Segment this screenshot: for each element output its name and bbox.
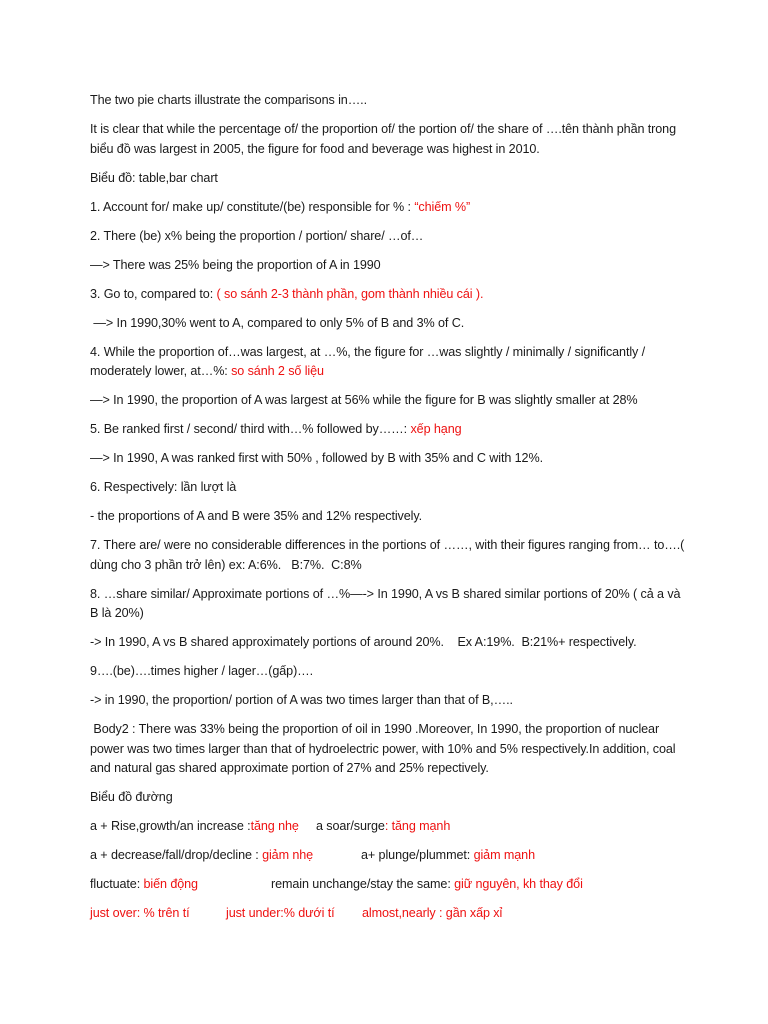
document-page	[90, 91, 690, 933]
vocab-plunge-cell	[361, 846, 535, 866]
item-1-note: “chiếm %”	[414, 199, 471, 214]
vocab-row-decrease	[90, 846, 690, 866]
item-1-text: 1. Account for/ make up/ constitute/(be) responsible for % :	[90, 199, 415, 214]
item-3-note: ( so sánh 2-3 thành phần, gom thành nhiều cái ).	[216, 286, 484, 301]
item-1	[90, 198, 690, 218]
vocab-almost-nearly: almost,nearly : gần xấp xỉ	[362, 906, 503, 920]
vocab-row-approximation	[90, 904, 690, 924]
vocab-row-fluctuate	[90, 875, 690, 895]
item-6: 6. Respectively: lần lượt là	[90, 480, 237, 494]
item-6-example: - the proportions of A and B were 35% and 12% respectively.	[90, 509, 422, 523]
item-5-note: xếp hạng	[410, 422, 462, 436]
section-heading-line-chart: Biểu đồ đường	[90, 790, 173, 804]
vocab-soar-cell	[316, 817, 450, 837]
item-3-text: 3. Go to, compared to:	[90, 286, 217, 301]
vocab-decrease-meaning: giảm nhẹ	[262, 848, 314, 862]
vocab-decrease-term: a + decrease/fall/drop/decline :	[90, 848, 263, 862]
item-4-text: 4. While the proportion of…was largest, at …%, the figure for …was slightly / minimally / significantly / moderately lower, at…%:	[90, 344, 649, 378]
body2-paragraph: Body2 : There was 33% being the proportion of oil in 1990 .Moreover, In 1990, the proportion of nuclear power was two times larger than that of hydroelectric power, with 10% and 5% respectively.In addition, coal and natural gas shared approximate portion of 27% and 25% repectively.	[90, 722, 679, 775]
item-9-example: -> in 1990, the proportion/ portion of A was two times larger than that of B,…..	[90, 693, 513, 707]
item-4-example: —> In 1990, the proportion of A was largest at 56% while the figure for B was slightly smaller at 28%	[90, 393, 638, 407]
vocab-remain-cell	[271, 875, 583, 895]
vocab-decrease-cell	[90, 846, 361, 866]
item-5-example: —> In 1990, A was ranked first with 50% , followed by B with 35% and C with 12%.	[90, 451, 543, 465]
overview-sentence: It is clear that while the percentage of/ the proportion of/ the portion of/ the share of ….tên thành phần trong biểu đồ was largest in 2005, the figure for food and beverage was highest in 2010.	[90, 122, 680, 156]
item-2: 2. There (be) x% being the proportion / portion/ share/ …of…	[90, 228, 424, 243]
vocab-fluctuate-meaning: biến động	[143, 877, 198, 891]
item-4	[90, 343, 690, 382]
intro-sentence: The two pie charts illustrate the comparisons in…..	[90, 93, 367, 107]
item-8: 8. …share similar/ Approximate portions of …%—-> In 1990, A vs B shared similar portions of 20% ( cả a và B là 20%)	[90, 586, 684, 620]
item-9: 9….(be)….times higher / lager…(gấp)….	[90, 664, 314, 678]
vocab-soar-meaning: : tăng mạnh	[384, 819, 451, 833]
item-4-note: so sánh 2 số liệu	[231, 364, 324, 378]
vocab-rise-meaning: tăng nhẹ	[250, 819, 299, 833]
item-5-text: 5. Be ranked first / second/ third with…% followed by……:	[90, 422, 411, 436]
item-2-example: —> There was 25% being the proportion of A in 1990	[90, 257, 381, 272]
item-7: 7. There are/ were no considerable differences in the portions of ……, with their figures ranging from… to….( dùng cho 3 phần trở lên) ex: A:6%. B:7%. C:8%	[90, 538, 688, 572]
vocab-rise-term: a + Rise,growth/an increase :	[90, 819, 251, 833]
vocab-fluctuate-cell	[90, 875, 271, 895]
item-8-example: -> In 1990, A vs B shared approximately portions of around 20%. Ex A:19%. B:21%+ respectively.	[90, 635, 637, 649]
vocab-rise-cell	[90, 817, 316, 837]
vocab-just-under: just under:% dưới tí	[226, 906, 335, 920]
vocab-remain-meaning: giữ nguyên, kh thay đổi	[454, 877, 583, 891]
vocab-remain-term: remain unchange/stay the same:	[271, 877, 455, 891]
vocab-plunge-meaning: giảm mạnh	[473, 848, 535, 862]
item-3	[90, 285, 690, 305]
vocab-just-over: just over: % trên tí	[90, 906, 190, 920]
vocab-fluctuate-term: fluctuate:	[90, 877, 144, 891]
vocab-row-increase	[90, 817, 690, 837]
section-heading-table-bar: Biểu đồ: table,bar chart	[90, 170, 218, 185]
vocab-plunge-term: a+ plunge/plummet:	[361, 848, 474, 862]
item-3-example: —> In 1990,30% went to A, compared to only 5% of B and 3% of C.	[90, 315, 465, 330]
item-5	[90, 420, 690, 440]
vocab-soar-term: a soar/surge	[316, 819, 385, 833]
